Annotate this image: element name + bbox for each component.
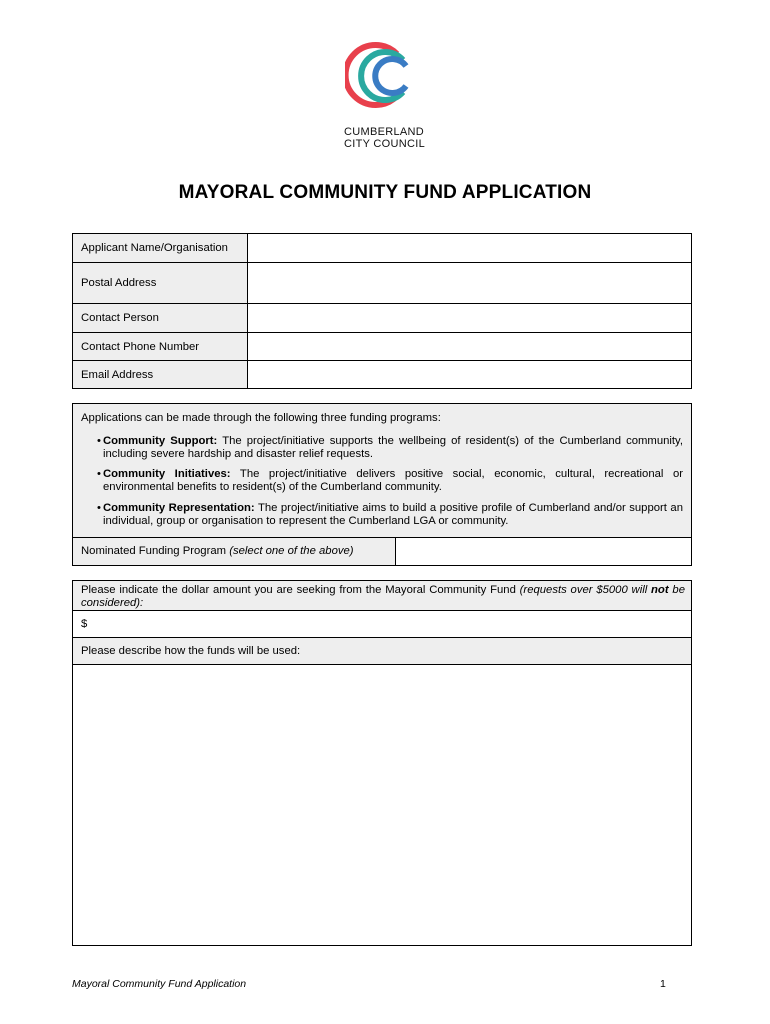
contact-phone-label: Contact Phone Number: [73, 333, 248, 360]
program-name: Community Initiatives:: [103, 468, 231, 480]
program-name: Community Representation:: [103, 502, 255, 514]
programs-intro: Applications can be made through the following three funding programs:: [81, 412, 441, 424]
bullet-icon: •: [97, 468, 101, 480]
nominated-program-label: [81, 545, 354, 557]
funding-programs-box: [72, 403, 692, 566]
usage-question-row: [73, 638, 691, 665]
email-address-field[interactable]: [248, 361, 691, 388]
amount-row: [73, 611, 691, 638]
council-name: [344, 126, 425, 150]
nominated-program-field[interactable]: [395, 538, 691, 565]
council-name-line2: CITY COUNCIL: [344, 138, 426, 150]
amount-note-not: not: [651, 584, 669, 596]
program-community-representation: [97, 502, 683, 528]
contact-person-field[interactable]: [248, 304, 691, 332]
program-name: Community Support:: [103, 435, 218, 447]
usage-question: Please describe how the funds will be used:: [81, 645, 301, 657]
amount-note-a: (requests over $5000 will: [519, 584, 648, 596]
amount-question-row: [73, 581, 691, 611]
postal-address-label: Postal Address: [73, 263, 248, 303]
page-title: MAYORAL COMMUNITY FUND APPLICATION: [178, 182, 592, 203]
footer-doc-name: Mayoral Community Fund Application: [72, 978, 247, 990]
program-description: The project/initiative aims to build a positive profile of Cumberland and/or support an individual, group or organisation to represent the Cumberland LGA or community.: [103, 502, 683, 527]
program-community-initiatives: [97, 468, 683, 494]
footer-page-number: 1: [660, 978, 666, 990]
currency-symbol: $: [81, 618, 88, 630]
program-description: The project/initiative delivers positive social, economic, cultural, recreational or environmental benefits to resident(s) of the Cumberland community.: [103, 468, 683, 493]
nominated-program-row: [73, 537, 691, 565]
bullet-icon: •: [97, 502, 101, 514]
contact-phone-row: [73, 333, 691, 361]
postal-address-row: [73, 263, 691, 304]
nominated-program-label-text: Nominated Funding Program: [81, 545, 227, 557]
applicant-name-field[interactable]: [248, 234, 691, 262]
applicant-name-row: [73, 234, 691, 263]
contact-person-label: Contact Person: [73, 304, 248, 332]
postal-address-field[interactable]: [248, 263, 691, 303]
nominated-program-hint: (select one of the above): [229, 545, 354, 557]
bullet-icon: •: [97, 435, 101, 447]
program-description: The project/initiative supports the wellbeing of resident(s) of the Cumberland community, including severe hardship and disaster relief requests.: [103, 435, 683, 460]
council-logo-mark-icon: [345, 40, 415, 110]
applicant-details-table: [72, 233, 692, 389]
council-name-line1: CUMBERLAND: [344, 126, 425, 138]
contact-person-row: [73, 304, 691, 333]
funding-request-box: [72, 580, 692, 946]
council-logo: [340, 40, 435, 155]
applicant-name-label: Applicant Name/Organisation: [73, 234, 248, 262]
usage-field[interactable]: [73, 665, 691, 945]
amount-note-b: be considered):: [81, 584, 685, 609]
email-address-row: [73, 361, 691, 388]
amount-question: Please indicate the dollar amount you are seeking from the Mayoral Community Fund: [81, 584, 516, 596]
program-community-support: [97, 435, 683, 461]
email-address-label: Email Address: [73, 361, 248, 388]
contact-phone-field[interactable]: [248, 333, 691, 360]
amount-field[interactable]: [93, 611, 691, 637]
